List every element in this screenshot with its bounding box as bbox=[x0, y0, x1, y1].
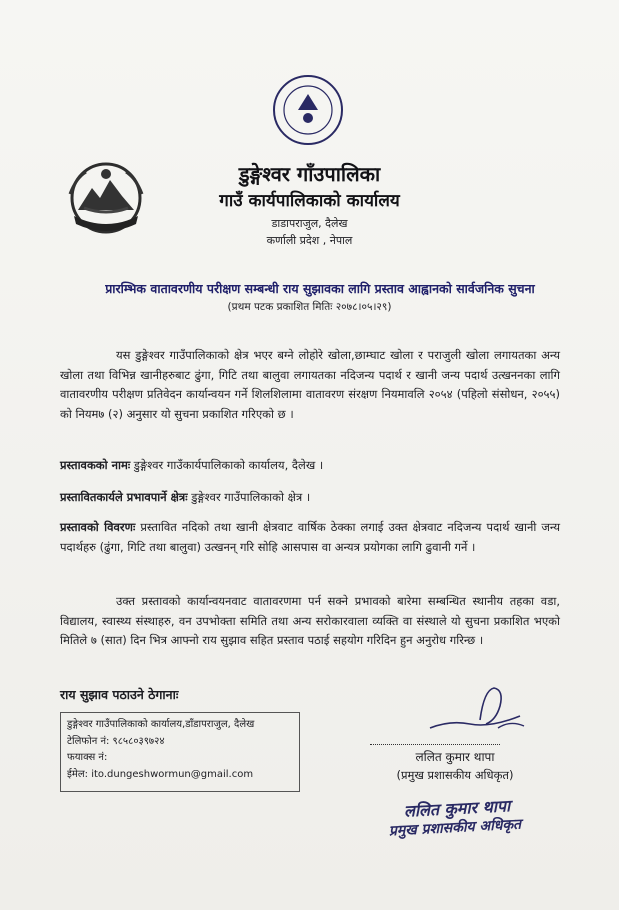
signature-line bbox=[370, 744, 500, 745]
office-name: गाउँ कार्यपालिकाको कार्यालय bbox=[219, 191, 400, 211]
contact-phone: टेलिफोन नं: ९८५८०३९७२४ bbox=[67, 735, 165, 747]
designation-stamp: प्रमुख प्रशासकीय अधिकृत bbox=[388, 816, 522, 840]
proposal-description-label: प्रस्तावको विवरणः bbox=[60, 520, 136, 534]
signature-scribble-icon bbox=[420, 680, 530, 740]
office-address: डाडापराजुल, दैलेख bbox=[271, 217, 348, 230]
notice-title: प्रारम्भिक वातावरणीय परीक्षण सम्बन्धी राय सुझावका लागि प्रस्ताव आह्वानको सार्वजनिक सुचना bbox=[105, 281, 535, 296]
contact-office: डुङ्गेश्वर गाउँपालिकाको कार्यालय,डाँडापराजुल, दैलेख bbox=[67, 719, 255, 730]
affected-area-value: डुङ्गेश्वर गाउँपालिकाको क्षेत्र । bbox=[187, 490, 311, 504]
proposer-value: डुङ्गेश्वर गाउँकार्यपालिकाको कार्यालय, दैलेख । bbox=[130, 458, 324, 472]
contact-fax: फयाक्स नं: bbox=[67, 752, 108, 763]
intro-paragraph: यस डुङ्गेश्वर गाउँपालिकाको क्षेत्र भएर बग्ने लोहोरे खोला,छाम्घाट खोला र पराजुली खोला लगायतका अन्य खोला तथा विभिन्न खानीहरुबाट ढुंगा, गिटि तथा बालुवा लगायतका नदिजन्य पदार्थ र खानी जन्य पदार्थ उत्खननका लागि वातावरणीय परीक्षण प्रतिवेदन कार्यान्वयन गर्ने शिलशिलामा वातावरण संरक्षण नियमावलि २०५४ (पहिलो संसोधन, २०५५) को नियम७ (२) अनुसार यो सुचना प्रकाशित गरिएको छ । bbox=[60, 348, 560, 421]
name-stamp: ललित कुमार थापा bbox=[403, 796, 511, 821]
proposer-line bbox=[60, 456, 560, 476]
municipality-name: डुङ्गेश्वर गाँउपालिका bbox=[238, 162, 381, 186]
office-province: कर्णाली प्रदेश , नेपाल bbox=[266, 234, 353, 247]
signatory-name: ललित कुमार थापा bbox=[415, 750, 495, 764]
affected-area-line bbox=[60, 488, 560, 508]
contact-email: ईमेल: ito.dungeshwormun@gmail.com bbox=[67, 768, 254, 780]
contact-box bbox=[60, 712, 300, 792]
proposal-description-value: प्रस्तावित नदिको तथा खानी क्षेत्रवाट वार्षिक ठेक्का लगाई उक्त क्षेत्रवाट नदिजन्य पदार्थ खानी जन्य पदार्थहरु (ढुंगा, गिटि तथा बालुवा) उत्खनन् गरि सोहि आसपास वा अन्यत्र प्रयोगका लागि ढुवानी गर्ने । bbox=[60, 520, 560, 554]
proposer-label: प्रस्तावकको नामः bbox=[60, 458, 131, 472]
proposal-description bbox=[60, 518, 560, 557]
signatory-designation: (प्रमुख प्रशासकीय अधिकृत) bbox=[396, 768, 514, 782]
contact-heading: राय सुझाव पठाउने ठेगानाः bbox=[60, 687, 179, 702]
office-stamp-icon bbox=[268, 70, 348, 150]
affected-area-label: प्रस्तावितकार्यले प्रभावपार्ने क्षेत्रः bbox=[60, 490, 188, 504]
notice-date: (प्रथम पटक प्रकाशित मितिः २०७८।०५।२९) bbox=[227, 301, 392, 313]
request-paragraph: उक्त प्रस्तावको कार्यान्वयनवाट वातावरणमा पर्न सक्ने प्रभावको बारेमा सम्बन्धित स्थानीय तहका वडा, विद्यालय, स्वास्थ्य संस्थाहरु, वन उपभोक्ता समिति तथा अन्य सरोकारवाला व्यक्ति वा संस्थाले यो सुचना प्रकाशित भएको मितिले ७ (सात) दिन भित्र आफ्नो राय सुझाव सहित प्रस्ताव पठाई सहयोग गरिदिन हुन अनुरोध गरिन्छ । bbox=[60, 594, 560, 647]
